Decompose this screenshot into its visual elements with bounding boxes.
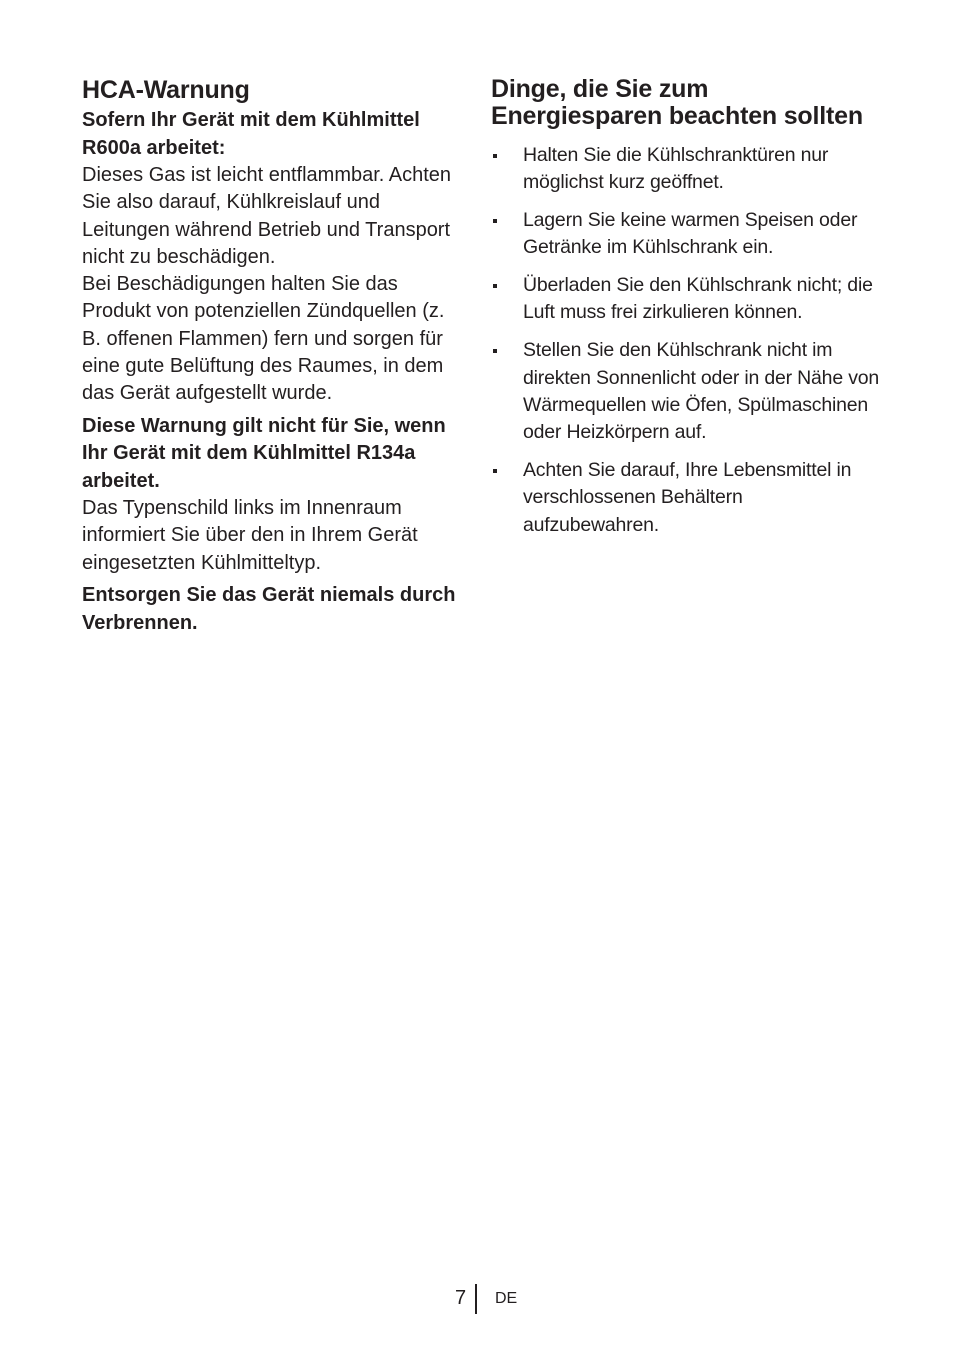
list-item-text: Lagern Sie keine warmen Speisen oder Getränke im Kühlschrank ein. (523, 209, 858, 259)
bullet-icon (493, 219, 497, 223)
bullet-icon (493, 284, 497, 288)
list-item-text: Überladen Sie den Kühlschrank nicht; die Luft muss frei zirkulieren können. (523, 274, 873, 324)
bullet-icon (493, 154, 497, 158)
flammable-gas-paragraph: Dieses Gas ist leicht entflammbar. Achten Sie also darauf, Kühlkreislauf und Leitungen während Betrieb und Transport nicht zu beschädigen. (82, 164, 452, 268)
r600a-condition-text: Sofern Ihr Gerät mit dem Kühlmittel R600a arbeitet: (82, 109, 420, 159)
footer-divider (475, 1284, 477, 1314)
page-number: 7 (455, 1287, 467, 1309)
list-item-text: Achten Sie darauf, Ihre Lebensmittel in verschlossenen Behältern aufzubewahren. (523, 458, 852, 536)
damage-instructions-paragraph: Bei Beschädigungen halten Sie das Produkt von potenziellen Zündquellen (z. B. offenen Flammen) fern und sorgen für eine gute Belüftung des Raumes, in dem das Gerät aufgestellt wurde. (82, 273, 445, 405)
page-footer (0, 1284, 954, 1314)
bullet-icon (493, 469, 497, 473)
list-item (491, 207, 881, 262)
language-code: DE (495, 1290, 518, 1307)
energy-tips-list (491, 142, 881, 539)
hca-warning-section (82, 76, 467, 637)
list-item-text: Stellen Sie den Kühlschrank nicht im direkten Sonnenlicht oder in der Nähe von Wärmequellen wie Öfen, Spülmaschinen oder Heizkörpern auf. (523, 339, 880, 444)
bullet-icon (493, 349, 497, 353)
list-item (491, 272, 881, 327)
list-item (491, 142, 881, 197)
hca-warning-heading: HCA-Warnung (82, 76, 250, 104)
type-plate-paragraph: Das Typenschild links im Innenraum informiert Sie über den in Ihrem Gerät eingesetzten Kühlmitteltyp. (82, 497, 418, 574)
energy-saving-heading: Dinge, die Sie zum Energiesparen beachten sollten (491, 75, 863, 130)
energy-saving-section (491, 76, 881, 549)
r134a-exception-text: Diese Warnung gilt nicht für Sie, wenn Ihr Gerät mit dem Kühlmittel R134a arbeitet. (82, 414, 446, 492)
list-item (491, 457, 881, 539)
list-item-text: Halten Sie die Kühlschranktüren nur möglichst kurz geöffnet. (523, 144, 829, 194)
no-burning-warning: Entsorgen Sie das Gerät niemals durch Verbrennen. (82, 584, 456, 634)
list-item (491, 337, 881, 446)
